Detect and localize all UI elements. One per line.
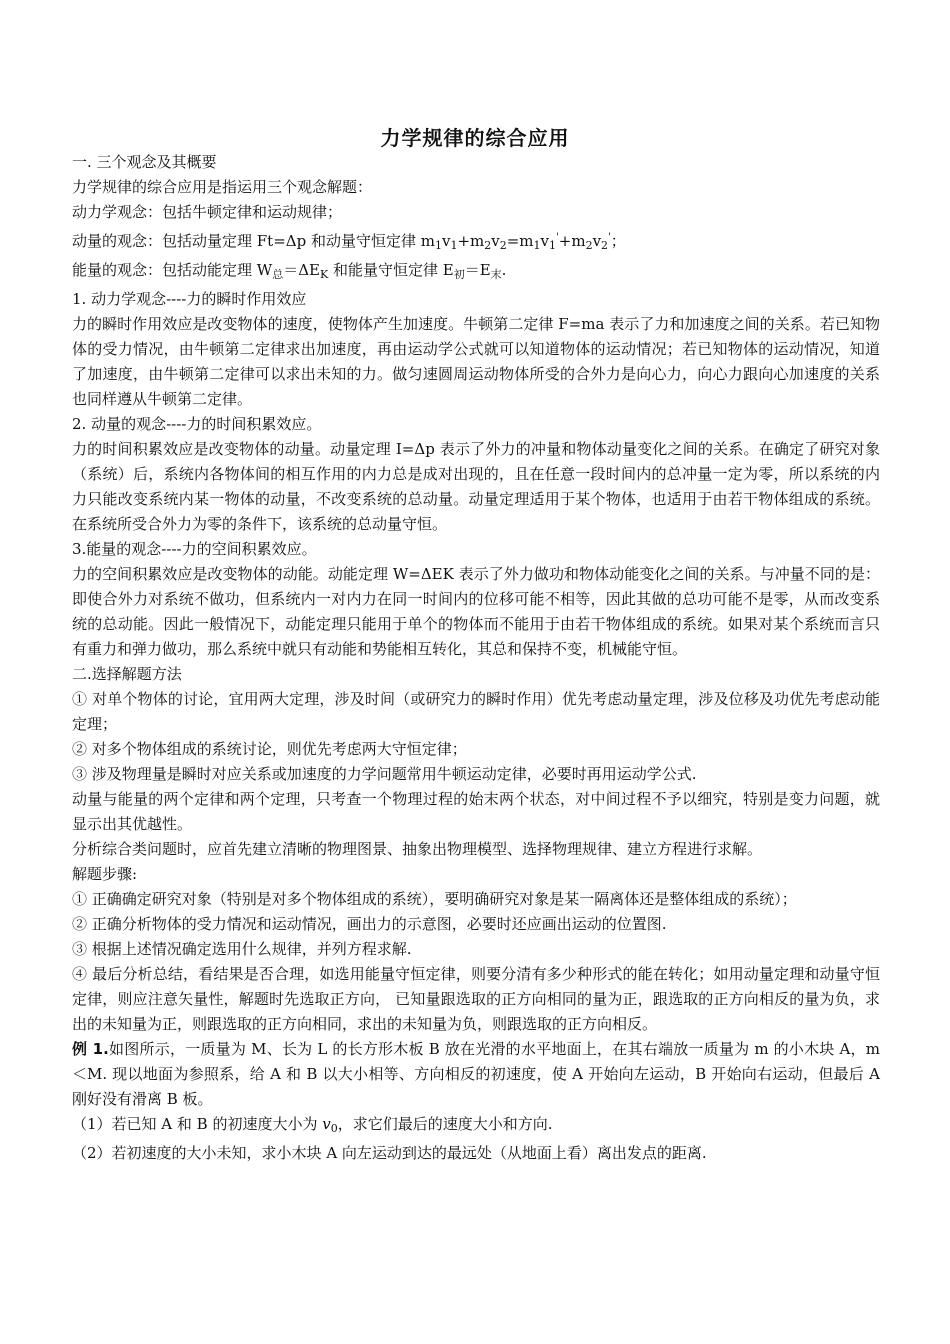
example-problem <box>72 1037 880 1112</box>
document-title: 力学规律的综合应用 <box>380 126 570 150</box>
paragraph-intro: 力学规律的综合应用是指运用三个观念解题： <box>72 178 373 196</box>
step-item-2: ② 正确分析物体的受力情况和运动情况，画出力的示意图，必要时还应画出运动的位置图. <box>72 915 667 933</box>
section-heading-2: 二.选择解题方法 <box>72 665 182 683</box>
step-item-4: ④ 最后分析总结，看结果是否合理，如选用能量守恒定律，则要分清有多少种形式的能在转化；如用动量定理和动量守恒定律，则应注意矢量性，解题时先选取正方向， 已知量跟选取的正方向相同的量为正，跟选取的正方向相反的量为负，求出的未知量为正，则跟选取的正方向相同，求出的未知量为负，则跟选取的正方向相反。 <box>72 965 880 1033</box>
paragraph-dynamics: 力的瞬时作用效应是改变物体的速度，使物体产生加速度。牛顿第二定律 F=ma 表示了力和加速度之间的关系。若已知物体的受力情况，由牛顿第二定律求出加速度，再由运动学公式就可以知道物体的运动情况；若已知物体的运动情况，知道了加速度，由牛顿第二定律可以求出未知的力。做匀速圆周运动物体所受的合外力是向心力，向心力跟向心加速度的关系也同样遵从牛顿第二定律。 <box>72 315 880 408</box>
step-item-3: ③ 根据上述情况确定选用什么规律，并列方程求解. <box>72 940 412 958</box>
subheading-dynamics: 1. 动力学观念----力的瞬时作用效应 <box>72 290 307 308</box>
step-item-1: ① 正确确定研究对象（特别是对多个物体组成的系统），要明确研究对象是某一隔离体还是整体组成的系统）； <box>72 890 797 908</box>
document-body <box>72 150 880 1166</box>
section-heading-1: 一. 三个观念及其概要 <box>72 153 217 171</box>
paragraph-analysis: 分析综合类问题时，应首先建立清晰的物理图景、抽象出物理模型、选择物理规律、建立方程进行求解。 <box>72 840 763 858</box>
example-label: 例 1. <box>72 1040 109 1058</box>
subheading-energy: 3.能量的观念----力的空间积累效应。 <box>72 540 317 558</box>
choice-item-2: ② 对多个物体组成的系统讨论，则优先考虑两大守恒定律； <box>72 740 467 758</box>
paragraph-energy-view: 能量的观念：包括动能定理 $W_总=\Delta E_K$ 和能量守恒定律 $E_初=E_末$. <box>72 261 507 281</box>
paragraph-advantage: 动量与能量的两个定律和两个定理，只考查一个物理过程的始末两个状态，对中间过程不予以细究，特别是变力问题，就显示出其优越性。 <box>72 790 880 833</box>
paragraph-dynamics-view: 动力学观念：包括牛顿定律和运动规律； <box>72 203 343 221</box>
paragraph-momentum: 力的时间积累效应是改变物体的动量。动量定理 I=Δp 表示了外力的冲量和物体动量变化之间的关系。在确定了研究对象（系统）后，系统内各物体间的相互作用的内力总是成对出现的，且在任意一段时间内的总冲量一定为零，所以系统的内力只能改变系统内某一物体的动量，不改变系统的总动量。动量定理适用于某个物体，也适用于由若干物体组成的系统。在系统所受合外力为零的条件下，该系统的总动量守恒。 <box>72 440 880 533</box>
paragraph-energy: 力的空间积累效应是改变物体的动能。动能定理 W=ΔEK 表示了外力做功和物体动能变化之间的关系。与冲量不同的是：即使合外力对系统不做功，但系统内一对内力在同一时间内的位移可能不相等，因此其做的总功可能不是零，从而改变系统的总动能。因此一般情况下，动能定理只能用于单个的物体而不能用于由若干物体组成的系统。如果对某个系统而言只有重力和弹力做功，那么系统中就只有动能和势能相互转化，其总和保持不变，机械能守恒。 <box>72 565 880 658</box>
paragraph-momentum-view: 动量的观念：包括动量定理 Ft=Δp 和动量守恒定律 $m_1v_1+m_2v_2=m_1v_1'+m_2v_2'$； <box>72 232 626 252</box>
choice-item-3: ③ 涉及物理量是瞬时对应关系或加速度的力学问题常用牛顿运动定律，必要时再用运动学公式. <box>72 765 697 783</box>
choice-item-1: ① 对单个物体的讨论，宜用两大定理，涉及时间（或研究力的瞬时作用）优先考虑动量定理，涉及位移及功优先考虑动能定理； <box>72 690 880 733</box>
example-question-1: （1）若已知 A 和 B 的初速度大小为 $v_0$，求它们最后的速度大小和方向. <box>72 1115 553 1135</box>
example-text: 如图所示，一质量为 M、长为 L 的长方形木板 B 放在光滑的水平地面上，在其右端放一质量为 m 的小木块 A，m＜M. 现以地面为参照系，给 A 和 B 以大小相等、方向相反的初速度，使 A 开始向左运动，B 开始向右运动，但最后 A 刚好没有滑离 B 板。 <box>72 1040 880 1108</box>
steps-label: 解题步骤: <box>72 865 138 883</box>
subheading-momentum: 2. 动量的观念----力的时间积累效应。 <box>72 415 322 433</box>
example-question-2: （2）若初速度的大小未知，求小木块 A 向左运动到达的最远处（从地面上看）离出发点的距离. <box>72 1144 707 1162</box>
